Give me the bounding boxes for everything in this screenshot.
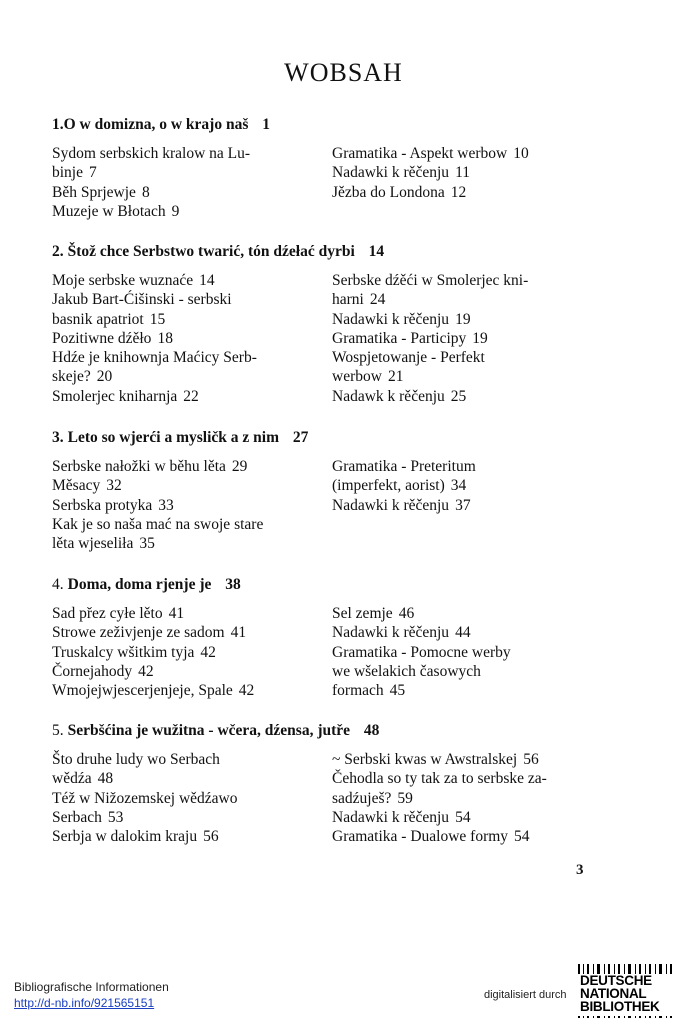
toc-entry-title: Nadawki k rěčenju — [332, 808, 450, 826]
toc-entry-title: Pozitiwne dźěło — [52, 329, 152, 347]
toc-entry-title: Nadawki k rěčenju — [332, 496, 450, 514]
toc-entry — [332, 496, 632, 515]
toc-entry-title: Moje serbske wuznaće — [52, 272, 194, 289]
left-column — [52, 457, 322, 553]
toc-entry — [52, 387, 322, 406]
toc-entry-title: (imperfekt, aorist) — [332, 477, 445, 495]
toc-entry-title: wědźa — [52, 770, 92, 788]
toc-entry — [52, 681, 322, 700]
toc-entry-title: Truskalcy wšitkim tyja — [52, 643, 195, 661]
toc-entry-title: Nadawk k rěčenju — [332, 387, 445, 405]
toc-entry — [332, 604, 632, 623]
page-number: 3 — [576, 862, 584, 878]
toc-entry-page: 45 — [389, 682, 406, 700]
toc-entry-title: Serbach — [52, 808, 102, 826]
toc-entry-title: Gramatika - Aspekt werbow — [332, 145, 508, 162]
toc-entry — [52, 643, 322, 662]
toc-entry-title: Hdźe je knihownja Maćicy Serb- — [52, 349, 257, 367]
toc-entry-title: ~ Serbski kwas w Awstralskej — [332, 751, 518, 768]
toc-entry-page: 24 — [369, 291, 386, 309]
left-column — [52, 750, 322, 846]
toc-entry — [52, 163, 322, 182]
toc-entry-title: Kak je so naša mać na swoje stare — [52, 515, 264, 533]
section-number: 5. — [52, 722, 64, 739]
toc-entry — [52, 808, 322, 827]
toc-entry-title: Gramatika - Preteritum — [332, 458, 476, 475]
toc-section-5 — [52, 722, 612, 846]
toc-entry-title: Serbska protyka — [52, 496, 153, 514]
toc-entry-page: 14 — [199, 272, 215, 289]
toc-entry-title: Serbske nałožki w běhu lěta — [52, 458, 226, 475]
toc-entry-title: Sydom serbskich kralow na Lu- — [52, 145, 251, 162]
right-column — [332, 144, 632, 202]
toc-entry-page: 11 — [455, 164, 470, 182]
section-page: 1 — [262, 116, 270, 133]
toc-entry-title: Nadawki k rěčenju — [332, 624, 450, 642]
toc-entry-title: Jězba do Londona — [332, 183, 445, 201]
bibliographic-info — [14, 980, 169, 1010]
toc-entry-title: basnik apatriot — [52, 310, 144, 328]
toc-entry — [332, 476, 632, 495]
section-number: 2. — [52, 243, 64, 260]
toc-entry-page: 56 — [203, 828, 219, 846]
toc-section-4 — [52, 576, 612, 700]
toc-entry-title: skeje? — [52, 368, 91, 386]
toc-entry — [52, 604, 322, 623]
toc-entry-title: lěta wjeseliła — [52, 535, 134, 553]
toc-entry-title: Smolerjec kniharnja — [52, 387, 178, 405]
toc-entry — [52, 144, 322, 163]
section-heading — [52, 576, 612, 594]
toc-entry-page: 54 — [514, 828, 530, 846]
toc-entry-page: 15 — [149, 310, 166, 328]
toc-entry-title: Nadawki k rěčenju — [332, 310, 450, 328]
section-heading — [52, 116, 612, 134]
toc-entry-title: Serbske dźěći w Smolerjec kni- — [332, 272, 529, 289]
toc-entry-page: 22 — [183, 387, 199, 405]
toc-entry-title: Sel zemje — [332, 605, 393, 622]
toc-entry — [332, 329, 632, 348]
toc-entry-title: Gramatika - Participy — [332, 329, 467, 347]
toc-entry-page: 20 — [96, 368, 113, 386]
toc-entry — [332, 750, 632, 769]
toc-entry-title: Sad přez cyłe lěto — [52, 605, 163, 622]
toc-entry-title: Gramatika - Pomocne werby — [332, 643, 511, 661]
toc-entry-page: 10 — [513, 145, 529, 162]
toc-entry-page: 41 — [230, 624, 247, 642]
toc-entry — [52, 457, 322, 476]
toc-entry-title: Čornejahody — [52, 662, 133, 680]
toc-entry-title: Gramatika - Dualowe formy — [332, 828, 509, 846]
section-title: Leto so wjerći a mysličk a z nim — [67, 429, 279, 446]
section-page: 27 — [292, 429, 309, 446]
toc-entry-page: 12 — [450, 183, 467, 201]
toc-entry — [332, 183, 632, 202]
left-column — [52, 144, 322, 221]
toc-entry-page: 59 — [397, 789, 413, 807]
toc-entry-title: Wospjetowanje - Perfekt — [332, 349, 485, 367]
toc-entry-page: 8 — [141, 183, 150, 201]
toc-entry-title: werbow — [332, 368, 382, 386]
toc-entry — [332, 827, 632, 846]
toc-entry-page: 37 — [455, 496, 471, 514]
toc-entry — [52, 476, 322, 495]
toc-entry-title: binje — [52, 164, 83, 182]
toc-entry-title: Što druhe ludy wo Serbach — [52, 751, 220, 768]
dnb-logo-line: DEUTSCHE — [580, 973, 652, 988]
toc-entry — [52, 534, 322, 553]
toc-section-3 — [52, 429, 612, 553]
toc-entry — [52, 310, 322, 329]
toc-entry-page: 29 — [231, 458, 248, 475]
toc-entry-page: 25 — [450, 387, 467, 405]
toc-entry — [52, 271, 322, 290]
toc-entry-title: sadźuješ? — [332, 789, 392, 807]
toc-entry — [52, 367, 322, 386]
toc-entry — [52, 348, 322, 367]
toc-section-1 — [52, 116, 612, 220]
toc-entry-page: 44 — [455, 624, 471, 642]
dnb-logo — [576, 962, 676, 1020]
toc-entry-title: Jakub Bart-Ćišinski - serbski — [52, 291, 232, 309]
toc-entry — [52, 290, 322, 309]
section-heading — [52, 429, 612, 447]
toc-entry — [332, 623, 632, 642]
section-heading — [52, 722, 612, 740]
toc-entry — [332, 769, 632, 788]
toc-entry-page: 54 — [455, 808, 471, 826]
section-page: 48 — [363, 722, 380, 739]
left-column — [52, 271, 322, 406]
left-column — [52, 604, 322, 700]
toc-entry-title: Též w Nižozemskej wědźawo — [52, 789, 238, 807]
section-title: Doma, doma rjenje je — [67, 576, 212, 593]
toc-section-2 — [52, 243, 612, 405]
toc-entry — [332, 457, 632, 476]
toc-entry-title: Čehodla so ty tak za to serbske za- — [332, 770, 547, 788]
right-column — [332, 604, 632, 700]
toc-entry — [332, 144, 632, 163]
toc-entry — [332, 367, 632, 386]
toc-entry-page: 46 — [398, 605, 415, 622]
toc-entry-title: Strowe zeživjenje ze sadom — [52, 624, 225, 642]
dnb-logo-line: NATIONAL — [580, 986, 647, 1001]
toc-entry-page: 42 — [238, 682, 255, 700]
toc-entry-title: formach — [332, 682, 384, 700]
toc-entry — [52, 827, 322, 846]
toc-entry — [52, 183, 322, 202]
bibliographic-link[interactable]: http://d-nb.info/921565151 — [14, 996, 155, 1010]
page-title: WOBSAH — [284, 58, 403, 87]
section-number: 3. — [52, 429, 64, 446]
toc-entry-title: Wmojejwjescerjenjeje, Spale — [52, 682, 233, 700]
toc-entry — [52, 329, 322, 348]
toc-entry-title: Nadawki k rěčenju — [332, 164, 450, 182]
toc-entry-title: Běh Sprjewje — [52, 183, 136, 201]
toc-entry — [52, 662, 322, 681]
toc-entry — [52, 623, 322, 642]
toc-entry — [332, 662, 632, 681]
toc-entry-title: we wšelakich časowych — [332, 662, 481, 680]
dnb-logo-text — [580, 974, 660, 1013]
toc-entry — [332, 643, 632, 662]
section-number: 4. — [52, 576, 64, 593]
section-title: Serbšćina je wužitna - wčera, dźensa, jutře — [67, 722, 351, 739]
toc-entry — [52, 202, 322, 221]
toc-entry-page: 18 — [157, 329, 173, 347]
toc-entry — [332, 387, 632, 406]
toc-entry-page: 42 — [200, 643, 216, 661]
toc-entry — [332, 348, 632, 367]
toc-entry-title: Serbja w dalokim kraju — [52, 828, 198, 846]
toc-entry — [332, 163, 632, 182]
toc-entry-page: 19 — [472, 329, 488, 347]
toc-entry-title: Měsacy — [52, 477, 101, 495]
digitized-by-label: digitalisiert durch — [484, 989, 567, 1001]
toc-entry — [52, 750, 322, 769]
toc-entry — [332, 290, 632, 309]
toc-entry — [52, 515, 322, 534]
section-heading — [52, 243, 612, 261]
toc-entry — [332, 681, 632, 700]
toc-entry-page: 41 — [168, 605, 185, 622]
toc-entry-page: 34 — [450, 477, 467, 495]
right-column — [332, 750, 632, 846]
right-column — [332, 271, 632, 406]
toc-entry — [52, 769, 322, 788]
toc-entry-page: 56 — [523, 751, 539, 768]
section-title: Štož chce Serbstwo twarić, tón dźełać dyrbi — [67, 243, 355, 260]
toc-entry-page: 35 — [139, 535, 155, 553]
toc-entry — [332, 310, 632, 329]
section-title: O w domizna, o w krajo naš — [63, 116, 249, 133]
toc-entry-page: 53 — [107, 808, 124, 826]
dnb-logo-line: BIBLIOTHEK — [580, 999, 660, 1014]
toc-entry-page: 32 — [106, 477, 122, 495]
toc-entry-page: 19 — [455, 310, 471, 328]
toc-entry-page: 21 — [387, 368, 404, 386]
section-page: 14 — [368, 243, 385, 260]
toc-entry — [332, 789, 632, 808]
toc-entry — [332, 271, 632, 290]
toc-entry-page: 42 — [138, 662, 154, 680]
toc-entry — [52, 496, 322, 515]
section-page: 38 — [225, 576, 241, 593]
toc-entry-page: 7 — [89, 164, 97, 182]
section-number: 1. — [52, 116, 64, 133]
toc-entry-title: harni — [332, 291, 364, 309]
toc-entry — [52, 789, 322, 808]
toc-entry-title: Muzeje w Błotach — [52, 202, 166, 220]
right-column — [332, 457, 632, 515]
toc-entry — [332, 808, 632, 827]
toc-entry-page: 48 — [97, 770, 114, 788]
toc-entry-page: 33 — [158, 496, 174, 514]
toc-entry-page: 9 — [171, 202, 180, 220]
bibliographic-label: Bibliografische Informationen — [14, 980, 169, 994]
